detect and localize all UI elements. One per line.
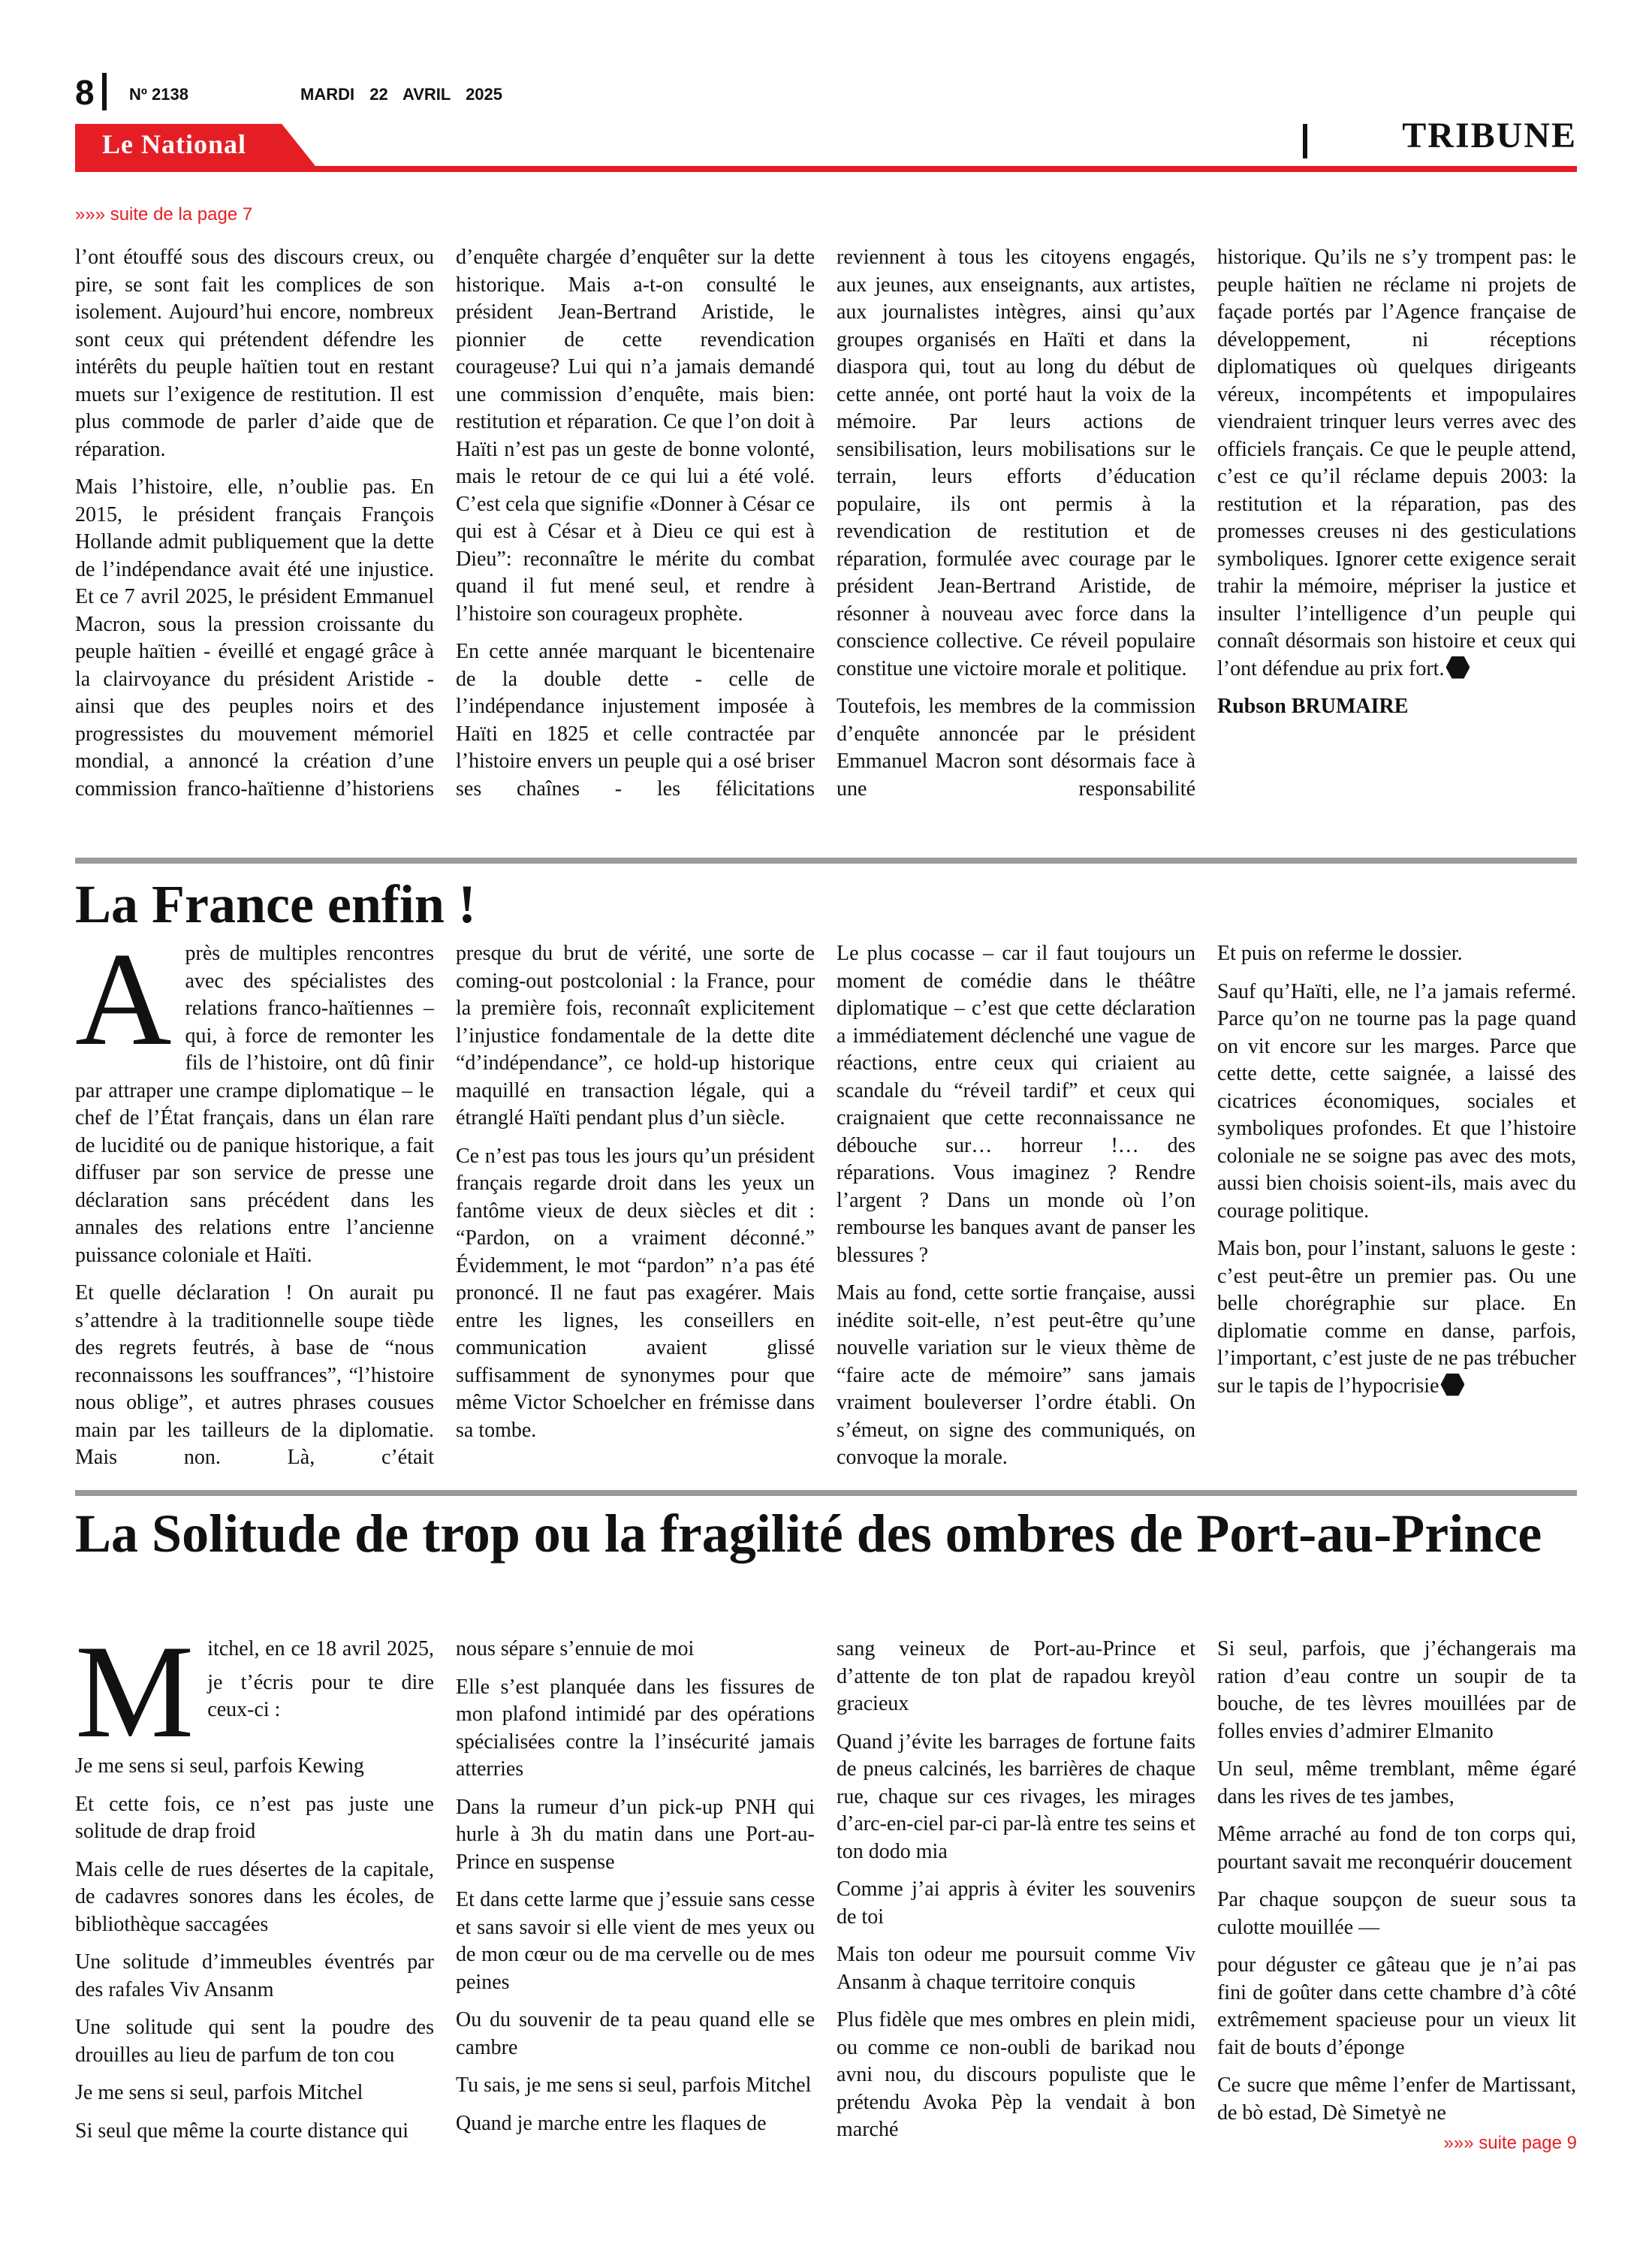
paragraph: Et quelle déclaration ! On aurait pu s’attendre à la traditionnelle soupe tiède des regrets feutrés, à base de “nous reconnaissons les souffrances”, “l’histoire nous oblige”, et autres phrases cousues main par les tailleurs de la diplomatie. Mais non. Là, c’était xyxy=(75,1281,434,1469)
article2-column-1 xyxy=(75,924,434,1482)
poem-line: Je me sens si seul, parfois Kewing xyxy=(75,1754,364,1778)
paragraph: Après de multiples rencontres avec des spécialistes des relations franco-haïtiennes – qui, à force de remonter les fils de l’histoire, ont dû finir par attraper une crampe diplomatique – le chef de l’État français, dans un élan rare de lucidité ou de panique historique, a fait diffuser par son service de presse une déclaration sans précédent dans les annales des relations entre l’ancienne puissance coloniale et Haïti. xyxy=(75,924,434,1267)
poem-line: Comme j’ai appris à éviter les souvenirs de toi xyxy=(837,1878,1195,1929)
poem-line: Dans la rumeur d’un pick-up PNH qui hurle à 3h du matin dans une Port-au-Prince en suspense xyxy=(456,1795,815,1874)
article2-column-2 xyxy=(456,940,815,1455)
poem-line: sang veineux de Port-au-Prince et d’attente de ton plat de rapadou kreyòl gracieux xyxy=(837,1637,1195,1715)
article3-column-3 xyxy=(837,1636,1195,2155)
drop-cap: M xyxy=(75,1636,194,1744)
poem-line: Par chaque soupçon de sueur sous ta culotte mouillée — xyxy=(1217,1888,1576,1939)
poem-line: Quand je marche entre les flaques de xyxy=(456,2111,767,2135)
paragraph: l’ont étouffé sous des discours creux, ou pire, se sont fait les complices de son isolement. Aujourd’hui encore, nombreux sont ceux qui prétendent défendre les intérêts du peuple haïtien tout en restant muets sur l’exigence de restitution. Il est plus commode de parler d’aide que de réparation. xyxy=(75,246,434,461)
brand-logo: Le National xyxy=(102,129,247,159)
paragraph: Sauf qu’Haïti, elle, ne l’a jamais refermé. Parce qu’on ne tourne pas la page quand on vit encore sur les marges. Parce que cette dette, cette saignée, a laissé des cicatrices économiques, sociales et symboliques profondes. Et que l’histoire coloniale ne se soigne pas avec des mots, aussi bien choisis soient-ils, mais avec du courage politique. xyxy=(1217,979,1576,1223)
poem-line: Mais celle de rues désertes de la capitale, de cadavres sonores dans les écoles, de bibliothèque saccagées xyxy=(75,1857,434,1936)
poem-line: Et dans cette larme que j’essuie sans cesse et sans savoir si elle vient de mes yeux ou de mon cœur ou de ma cervelle ou de mes peines xyxy=(456,1888,815,1994)
masthead xyxy=(75,71,1577,184)
poem-line: Une solitude d’immeubles éventrés par des rafales Viv Ansanm xyxy=(75,1950,434,2001)
page-number-divider xyxy=(102,73,107,110)
article3-column-4 xyxy=(1217,1636,1576,2137)
paragraph: En cette année marquant le bicentenaire de la double dette - celle de l’indépendance injustement imposée à Haïti en 1825 et celle contractée par l’histoire envers un peuple qui a osé briser ses chaînes - les félicitations xyxy=(456,640,815,801)
issue-number: Nº 2138 xyxy=(129,85,188,104)
author-signature: Rubson BRUMAIRE xyxy=(1217,695,1409,718)
poem-line: Plus fidèle que mes ombres en plein midi, ou comme ce non-oubli de barikad nou avni nou, du discours populiste que le prétendu Avoka Pèp la vendait à bon marché xyxy=(837,2008,1195,2141)
paragraph: Mais bon, pour l’instant, saluons le geste : c’est peut-être un premier pas. Ou une belle chorégraphie sur place. En diplomatie comme en danse, parfois, l’important, c’est juste de ne pas trébucher sur le tapis de l’hypocrisie xyxy=(1217,1237,1576,1398)
section-divider xyxy=(1303,124,1307,158)
paragraph: je t’écris pour te dire ceux-ci : xyxy=(207,1670,434,1721)
poem-intro xyxy=(75,1636,434,1744)
poem-line: Ou du souvenir de ta peau quand elle se cambre xyxy=(456,2008,815,2059)
poem-line: Si seul que même la courte distance qui xyxy=(75,2119,408,2143)
section-title: TRIBUNE xyxy=(1402,116,1577,155)
continued-to-link[interactable]: »»» suite page 9 xyxy=(1443,2133,1577,2153)
article2-column-4 xyxy=(1217,940,1576,1410)
drop-cap: A xyxy=(75,924,172,1073)
poem-line: pour déguster ce gâteau que je n’ai pas fini de goûter dans cette chambre d’à côté extrêmement spacieuse pour un vieux lit fait de bouts d’éponge xyxy=(1217,1953,1576,2059)
end-mark-icon xyxy=(1446,656,1470,679)
header-rule xyxy=(75,166,1577,172)
end-mark-icon xyxy=(1440,1374,1464,1396)
paragraph: presque du brut de vérité, une sorte de coming-out postcolonial : la France, pour la première fois, reconnaît explicitement l’injustice fondamentale de la dette dite “d’indépendance”, ce hold-up historique maquillé en transaction légale, qui a étranglé Haïti pendant plus d’un siècle. xyxy=(456,942,815,1130)
paragraph: itchel, en ce 18 avril 2025, xyxy=(207,1637,434,1660)
poem-line: Une solitude qui sent la poudre des drouilles au lieu de parfum de ton cou xyxy=(75,2016,434,2067)
article-separator xyxy=(75,858,1577,864)
article2-headline: La France enfin ! xyxy=(75,874,476,934)
paragraph: Et puis on referme le dossier. xyxy=(1217,942,1463,965)
poem-line: Elle s’est planquée dans les fissures de mon plafond intimidé par des opérations spécialisées contre la l’insécurité jamais atterries xyxy=(456,1675,815,1781)
poem-line: Et cette fois, ce n’est pas juste une solitude de drap froid xyxy=(75,1792,434,1843)
poem-line: Je me sens si seul, parfois Mitchel xyxy=(75,2081,363,2104)
article3-column-1 xyxy=(75,1636,434,2155)
paragraph: d’enquête chargée d’enquêter sur la dette historique. Mais a-t-on consulté le président Jean-Bertrand Aristide, le pionnier de cette revendication courageuse? Lui qui n’a jamais demandé une commission d’enquête, mais bien: restitution et réparation. Ce que l’on doit à Haïti n’est pas un geste de bonne volonté, mais le retour de ce qui lui a été volé. C’est cela que signifie «Donner à César ce qui est à César et à Dieu ce qui est à Dieu”: reconnaître le mérite du combat quand il fut mené seul, et rendre à l’histoire son courageux prophète. xyxy=(456,246,815,626)
poem-line: Mais ton odeur me poursuit comme Viv Ansanm à chaque territoire conquis xyxy=(837,1943,1195,1994)
continued-from-link[interactable]: »»» suite de la page 7 xyxy=(75,204,253,225)
article1-column-1 xyxy=(75,244,434,813)
paragraph: historique. Qu’ils ne s’y trompent pas: le peuple haïtien ne réclame ni projets de façade portés par l’Agence française de développement, ni réceptions diplomatiques où quelques dirigeants véreux, incompétents et impopulaires viendraient trinquer leurs verres avec des officiels français. Ce que le peuple attend, c’est ce qu’il réclame depuis 2003: la restitution et la réparation, pas des promesses creuses ni des gesticulations symboliques. Ignorer cette exigence serait trahir la mémoire, mépriser la justice et insulter l’intelligence d’un peuple qui connaît désormais son histoire et ceux qui l’ont défendue au prix fort. xyxy=(1217,246,1576,680)
article1-column-4 xyxy=(1217,244,1576,731)
article1-column-2 xyxy=(456,244,815,813)
poem-line: Un seul, même tremblant, même égaré dans les rives de tes jambes, xyxy=(1217,1757,1576,1808)
poem-line: Tu sais, je me sens si seul, parfois Mitchel xyxy=(456,2074,812,2097)
paragraph: Ce n’est pas tous les jours qu’un président français regarde droit dans les yeux un fantôme vieux de deux siècles et dit : “Pardon, on a vraiment déconné.” Évidemment, le mot “pardon” n’a pas été prononcé. Il ne faut pas exagérer. Mais entre les lignes, les conseillers en communication avaient glissé suffisamment de synonymes pour que même Victor Schoelcher en frémisse dans sa tombe. xyxy=(456,1144,815,1442)
paragraph: Mais l’histoire, elle, n’oublie pas. En 2015, le président français François Hollande admit publiquement que la dette de l’indépendance avait été une injustice. Et ce 7 avril 2025, le président Emmanuel Macron, sous la pression croissante du peuple haïtien - éveillé et engagé grâce à la clairvoyance du président Aristide - ainsi que des peuples noirs et des progressistes du mouvement mémoriel mondial, a annoncé la création d’une commission franco-haïtienne d’historiens xyxy=(75,475,434,801)
poem-line: nous sépare s’ennuie de moi xyxy=(456,1637,695,1660)
article2-column-3 xyxy=(837,940,1195,1482)
poem-line: Quand j’évite les barrages de fortune faits de pneus calcinés, les barrières de chaque rue, chaque sur ces rivages, les mirages d’arc-en-ciel par-ci par-là entre tes seins et ton dodo mia xyxy=(837,1730,1195,1863)
issue-date: MARDI 22 AVRIL 2025 xyxy=(300,85,503,104)
poem-line: Si seul, parfois, que j’échangerais ma ration d’eau contre un soupir de ta bouche, de tes lèvres mouillées par de folles envies d’admirer Elmanito xyxy=(1217,1637,1576,1743)
article3-column-2 xyxy=(456,1636,815,2148)
paragraph: Mais au fond, cette sortie française, aussi inédite soit-elle, n’est peut-être qu’une nouvelle variation sur le vieux thème de “faire acte de mémoire” sans jamais vraiment bouleverser l’ordre établi. On s’émeut, on signe des communiqués, on convoque la morale. xyxy=(837,1281,1195,1469)
paragraph: Le plus cocasse – car il faut toujours un moment de comédie dans le théâtre diplomatique – c’est que cette déclaration a immédiatement déclenché une vague de réactions, entre ceux qui criaient au scandale du “réveil tardif” et ceux qui craignaient que cette reconnaissance ne débouche sur… horreur !… des réparations. Vous imaginez ? Rendre l’argent ? Dans un monde où l’on rembourse les banques avant de panser les blessures ? xyxy=(837,942,1195,1267)
page-number: 8 xyxy=(75,73,95,112)
paragraph: reviennent à tous les citoyens engagés, aux jeunes, aux enseignants, aux artistes, aux journalistes intègres, ainsi qu’aux groupes organisés en Haïti et dans la diaspora qui, tout au long du début de cette année, ont porté haut la voix de la mémoire. Par leurs actions de sensibilisation, leurs mobilisations sur le terrain, leurs efforts d’éducation populaire, ils ont permis à la revendication de restitution et de réparation, formulée avec courage par le président Jean-Bertrand Aristide, de résonner à nouveau avec force dans la conscience collective. Ce réveil populaire constitue une victoire morale et politique. xyxy=(837,246,1195,680)
poem-line: Même arraché au fond de ton corps qui, pourtant savait me reconquérir doucement xyxy=(1217,1823,1576,1874)
article1-column-3 xyxy=(837,244,1195,813)
poem-line: Ce sucre que même l’enfer de Martissant, de bò estad, Dè Simetyè ne xyxy=(1217,2074,1576,2125)
article3-headline: La Solitude de trop ou la fragilité des ombres de Port-au-Prince xyxy=(75,1504,1542,1564)
article-separator xyxy=(75,1490,1577,1496)
paragraph: Toutefois, les membres de la commission d’enquête annoncée par le président Emmanuel Macron sont désormais face à une responsabilité xyxy=(837,695,1195,801)
